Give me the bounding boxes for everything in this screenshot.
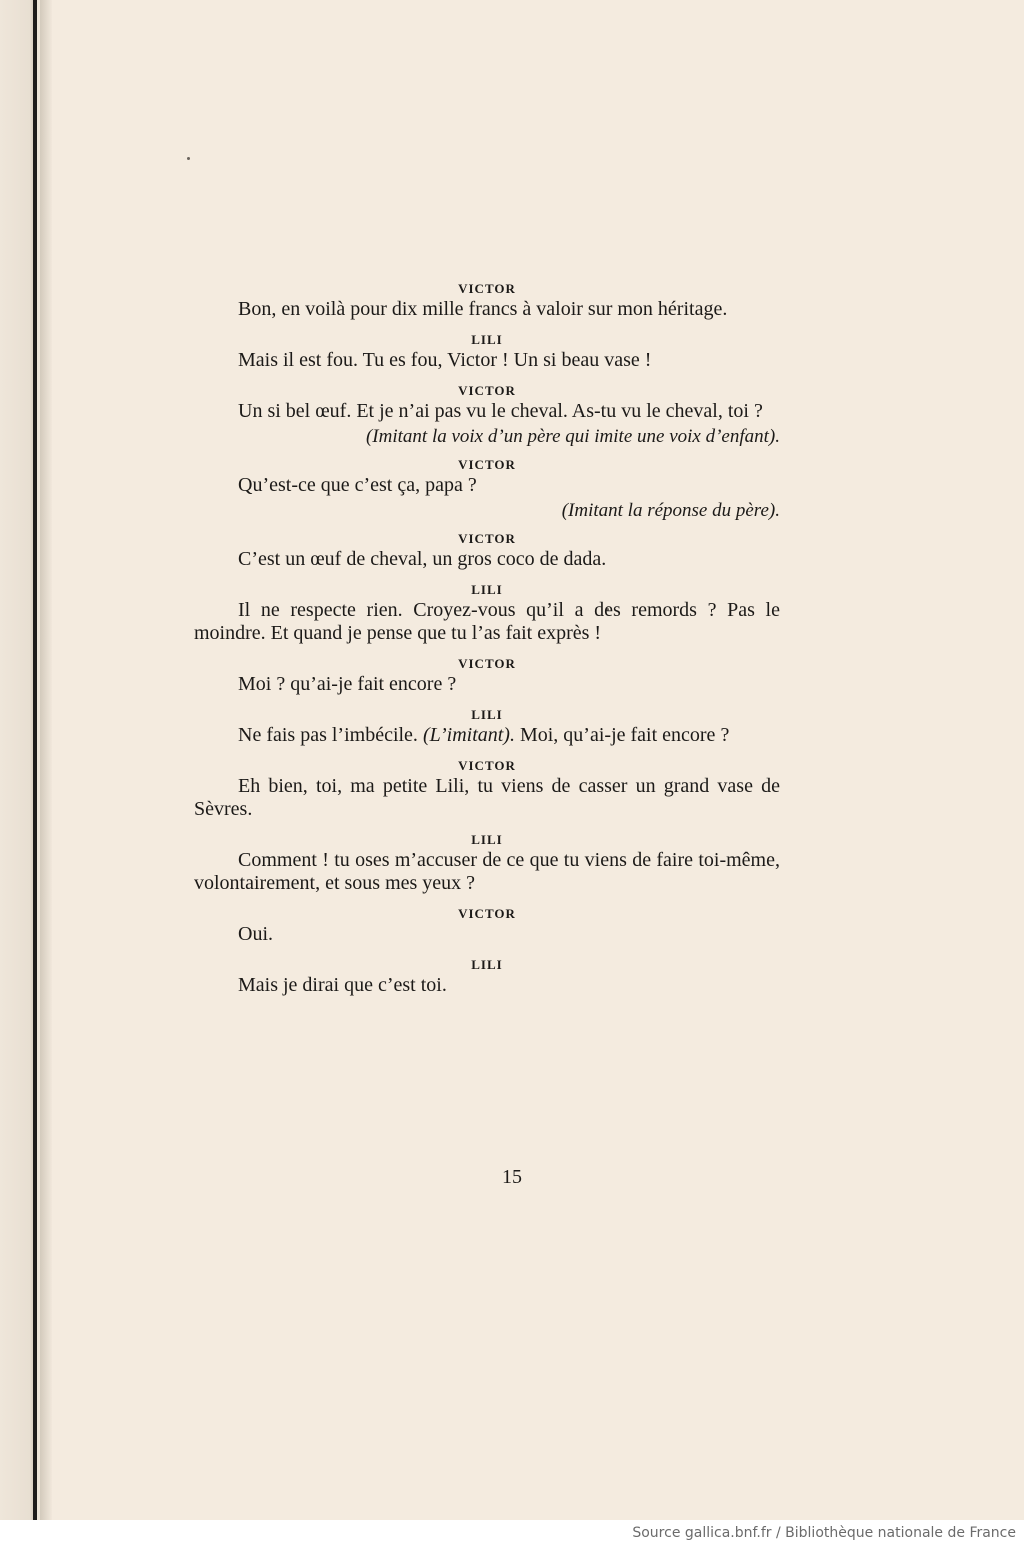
speaker-name: LILI (471, 332, 503, 347)
source-credit: Source gallica.bnf.fr / Bibliothèque nationale de France (632, 1525, 1016, 1541)
spine-shadow (40, 0, 52, 1552)
stage-direction: (Imitant la voix d’un père qui imite une voix d’enfant). (365, 426, 780, 447)
speaker-name: VICTOR (458, 457, 516, 472)
inline-stage-direction: (L’imitant). (422, 724, 515, 746)
dialogue-line: Qu’est-ce que c’est ça, papa ? (238, 474, 477, 496)
speaker-name: VICTOR (458, 383, 516, 398)
dialogue-line: Oui. (238, 923, 273, 945)
speaker-name: VICTOR (458, 281, 516, 296)
margin-mark (187, 157, 190, 160)
dialogue-text: Ne fais pas l’imbécile. (238, 724, 418, 746)
speaker-name: LILI (471, 957, 503, 972)
dialogue-line: Mais je dirai que c’est toi. (238, 974, 447, 996)
dialogue-line: Un si bel œuf. Et je n’ai pas vu le cheval. As-tu vu le cheval, toi ? (238, 400, 763, 422)
page-number: 15 (502, 1166, 522, 1188)
dialogue-line: C’est un œuf de cheval, un gros coco de dada. (238, 548, 607, 570)
dialogue-text: Moi, qu’ai-je fait encore ? (519, 724, 730, 746)
spine-edge (33, 0, 37, 1552)
speaker-name: VICTOR (458, 531, 516, 546)
dialogue-line: Il ne respecte rien. Croyez-vous qu’il a des remords ? Pas le moindre. Et quand je pense que tu l’as fait exprès ! (194, 599, 780, 644)
dialogue-line: Mais il est fou. Tu es fou, Victor ! Un si beau vase ! (238, 349, 652, 371)
speaker-name: VICTOR (458, 758, 516, 773)
speaker-name: LILI (471, 582, 503, 597)
dialogue-line: Bon, en voilà pour dix mille francs à valoir sur mon héritage. (238, 298, 728, 320)
dialogue-line (194, 724, 780, 747)
stage-direction: (Imitant la réponse du père). (561, 500, 780, 521)
dialogue-line: Comment ! tu oses m’accuser de ce que tu viens de faire toi-même, volontairement, et sous mes yeux ? (194, 849, 780, 894)
speaker-name: VICTOR (458, 656, 516, 671)
speaker-name: VICTOR (458, 906, 516, 921)
speaker-name: LILI (471, 707, 503, 722)
dialogue-line: Moi ? qu’ai-je fait encore ? (238, 673, 457, 695)
speaker-name: LILI (471, 832, 503, 847)
play-dialogue (194, 280, 780, 1007)
dialogue-line: Eh bien, toi, ma petite Lili, tu viens de casser un grand vase de Sèvres. (194, 775, 780, 820)
